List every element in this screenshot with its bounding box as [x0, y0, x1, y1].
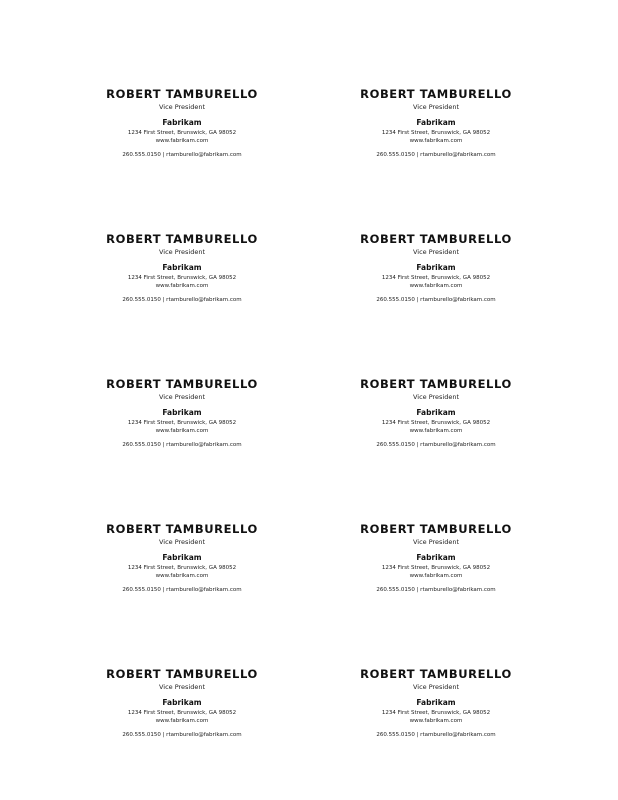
- card-name: ROBERT TAMBURELLO: [360, 232, 512, 246]
- card-name: ROBERT TAMBURELLO: [106, 87, 258, 101]
- business-card: [311, 378, 561, 449]
- card-title: Vice President: [158, 248, 206, 256]
- card-name: ROBERT TAMBURELLO: [360, 87, 512, 101]
- business-card: [311, 668, 561, 739]
- card-address: 1234 First Street, Brunswick, GA 98052: [381, 565, 491, 571]
- card-title: Vice President: [412, 103, 460, 111]
- card-address: 1234 First Street, Brunswick, GA 98052: [381, 420, 491, 426]
- card-address: 1234 First Street, Brunswick, GA 98052: [127, 420, 237, 426]
- card-address: 1234 First Street, Brunswick, GA 98052: [127, 710, 237, 716]
- card-contact: 260.555.0150 | rtamburello@fabrikam.com: [122, 297, 242, 303]
- card-address: 1234 First Street, Brunswick, GA 98052: [381, 130, 491, 136]
- card-company: Fabrikam: [416, 118, 456, 127]
- card-address: 1234 First Street, Brunswick, GA 98052: [127, 275, 237, 281]
- card-website: www.fabrikam.com: [409, 428, 463, 434]
- card-company: Fabrikam: [162, 553, 202, 562]
- card-title: Vice President: [412, 683, 460, 691]
- card-title: Vice President: [412, 248, 460, 256]
- card-company: Fabrikam: [162, 263, 202, 272]
- business-card: [57, 668, 307, 739]
- business-card: [57, 88, 307, 159]
- business-card: [311, 88, 561, 159]
- business-card: [57, 378, 307, 449]
- card-website: www.fabrikam.com: [409, 718, 463, 724]
- card-address: 1234 First Street, Brunswick, GA 98052: [381, 710, 491, 716]
- card-name: ROBERT TAMBURELLO: [360, 377, 512, 391]
- card-title: Vice President: [158, 683, 206, 691]
- card-contact: 260.555.0150 | rtamburello@fabrikam.com: [122, 442, 242, 448]
- business-card: [311, 233, 561, 304]
- card-name: ROBERT TAMBURELLO: [106, 522, 258, 536]
- card-address: 1234 First Street, Brunswick, GA 98052: [127, 565, 237, 571]
- card-contact: 260.555.0150 | rtamburello@fabrikam.com: [122, 587, 242, 593]
- card-website: www.fabrikam.com: [155, 573, 209, 579]
- card-name: ROBERT TAMBURELLO: [360, 522, 512, 536]
- card-company: Fabrikam: [416, 698, 456, 707]
- card-company: Fabrikam: [416, 263, 456, 272]
- card-website: www.fabrikam.com: [155, 428, 209, 434]
- card-website: www.fabrikam.com: [155, 718, 209, 724]
- card-contact: 260.555.0150 | rtamburello@fabrikam.com: [376, 297, 496, 303]
- card-website: www.fabrikam.com: [155, 283, 209, 289]
- business-card: [57, 523, 307, 594]
- card-company: Fabrikam: [162, 698, 202, 707]
- card-company: Fabrikam: [162, 408, 202, 417]
- card-name: ROBERT TAMBURELLO: [360, 667, 512, 681]
- card-contact: 260.555.0150 | rtamburello@fabrikam.com: [122, 732, 242, 738]
- card-website: www.fabrikam.com: [409, 138, 463, 144]
- card-title: Vice President: [158, 538, 206, 546]
- card-address: 1234 First Street, Brunswick, GA 98052: [127, 130, 237, 136]
- card-company: Fabrikam: [416, 553, 456, 562]
- card-website: www.fabrikam.com: [155, 138, 209, 144]
- card-contact: 260.555.0150 | rtamburello@fabrikam.com: [376, 587, 496, 593]
- card-name: ROBERT TAMBURELLO: [106, 377, 258, 391]
- card-title: Vice President: [412, 538, 460, 546]
- card-address: 1234 First Street, Brunswick, GA 98052: [381, 275, 491, 281]
- card-contact: 260.555.0150 | rtamburello@fabrikam.com: [376, 732, 496, 738]
- card-company: Fabrikam: [416, 408, 456, 417]
- card-website: www.fabrikam.com: [409, 573, 463, 579]
- business-card: [57, 233, 307, 304]
- card-website: www.fabrikam.com: [409, 283, 463, 289]
- card-title: Vice President: [158, 393, 206, 401]
- card-contact: 260.555.0150 | rtamburello@fabrikam.com: [376, 152, 496, 158]
- card-contact: 260.555.0150 | rtamburello@fabrikam.com: [376, 442, 496, 448]
- card-title: Vice President: [412, 393, 460, 401]
- card-company: Fabrikam: [162, 118, 202, 127]
- card-contact: 260.555.0150 | rtamburello@fabrikam.com: [122, 152, 242, 158]
- card-title: Vice President: [158, 103, 206, 111]
- card-name: ROBERT TAMBURELLO: [106, 232, 258, 246]
- card-name: ROBERT TAMBURELLO: [106, 667, 258, 681]
- business-card: [311, 523, 561, 594]
